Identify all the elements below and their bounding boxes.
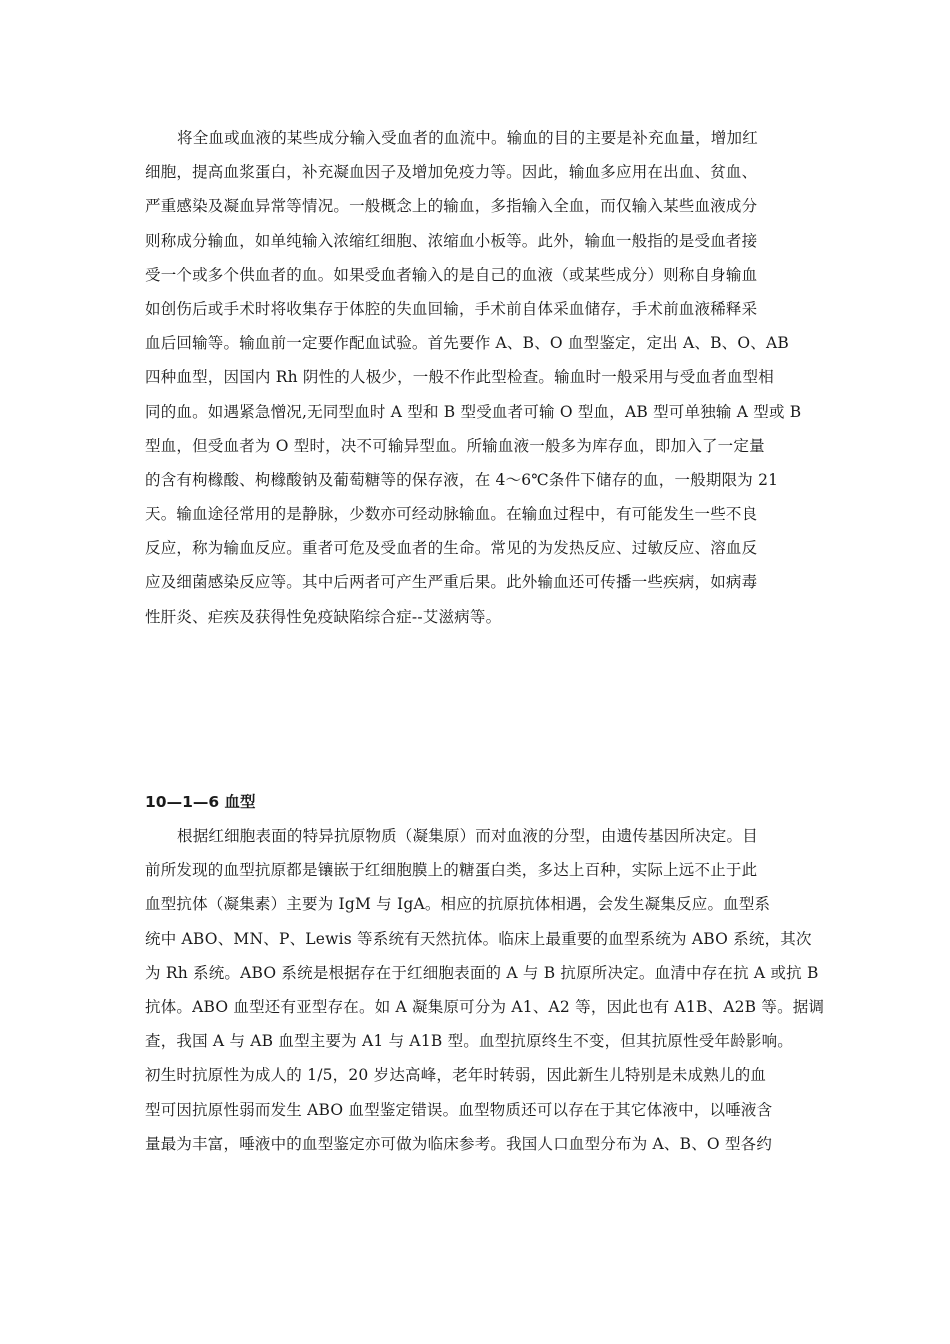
- paragraph-line: 统中 ABO、MN、P、Lewis 等系统有天然抗体。临床上最重要的血型系统为 ABO 系统，其次: [145, 929, 812, 948]
- paragraph-line: 将全血或血液的某些成分输入受血者的血流中。输血的目的主要是补充血量，增加红: [177, 129, 758, 147]
- paragraph-line: 量最为丰富，唾液中的血型鉴定亦可做为临床参考。我国人口血型分布为 A、B、O 型各约: [145, 1134, 773, 1153]
- paragraph-line: 应及细菌感染反应等。其中后两者可产生严重后果。此外输血还可传播一些疾病，如病毒: [145, 573, 758, 592]
- paragraph-line: 根据红细胞表面的特异抗原物质（凝集原）而对血液的分型，由遗传基因所决定。目: [177, 827, 758, 845]
- paragraph-line: 则称成分输血，如单纯输入浓缩红细胞、浓缩血小板等。此外，输血一般指的是受血者接: [145, 231, 758, 250]
- paragraph-line: 血后回输等。输血前一定要作配血试验。首先要作 A、B、O 血型鉴定，定出 A、B、O、AB: [145, 334, 789, 353]
- paragraph-line: 血型抗体（凝集素）主要为 IgM 与 IgA。相应的抗原抗体相遇，会发生凝集反应。血型系: [145, 895, 771, 914]
- paragraph-transfusion: [145, 121, 805, 634]
- section-heading: 10—1—6 血型: [145, 793, 256, 811]
- paragraph-line: 型血，但受血者为 O 型时，决不可输异型血。所输血液一般多为库存血，即加入了一定量: [145, 436, 765, 455]
- paragraph-line: 严重感染及凝血异常等情况。一般概念上的输血，多指输入全血，而仅输入某些血液成分: [145, 197, 758, 216]
- paragraph-line: 抗体。ABO 血型还有亚型存在。如 A 凝集原可分为 A1、A2 等，因此也有 A1B、A2B 等。据调: [145, 997, 825, 1016]
- paragraph-line: 的含有枸橼酸、枸橼酸钠及葡萄糖等的保存液，在 4～6℃条件下储存的血，一般期限为 21: [145, 470, 779, 489]
- paragraph-line: 反应，称为输血反应。重者可危及受血者的生命。常见的为发热反应、过敏反应、溶血反: [145, 539, 758, 558]
- paragraph-line: 四种血型，因国内 Rh 阴性的人极少，一般不作此型检查。输血时一般采用与受血者血型相: [145, 368, 774, 387]
- paragraph-line: 前所发现的血型抗原都是镶嵌于红细胞膜上的糖蛋白类，多达上百种，实际上远不止于此: [145, 861, 758, 880]
- paragraph-line: 为 Rh 系统。ABO 系统是根据存在于红细胞表面的 A 与 B 抗原所决定。血清中存在抗 A 或抗 B: [145, 963, 819, 982]
- paragraph-line: 受一个或多个供血者的血。如果受血者输入的是自己的血液（或某些成分）则称自身输血: [145, 265, 758, 284]
- paragraph-line: 细胞，提高血浆蛋白，补充凝血因子及增加免疫力等。因此，输血多应用在出血、贫血、: [145, 163, 758, 182]
- paragraph-line: 天。输血途径常用的是静脉，少数亦可经动脉输血。在输血过程中，有可能发生一些不良: [145, 505, 758, 524]
- paragraph-line: 查，我国 A 与 AB 血型主要为 A1 与 A1B 型。血型抗原终生不变，但其抗原性受年龄影响。: [145, 1032, 793, 1051]
- paragraph-line: 如创伤后或手术时将收集存于体腔的失血回输，手术前自体采血储存，手术前血液稀释采: [145, 299, 758, 318]
- paragraph-line: 同的血。如遇紧急憎况,无同型血时 A 型和 B 型受血者可输 O 型血，AB 型可单独输 A 型或 B: [145, 402, 802, 421]
- paragraph-blood-type: [145, 819, 825, 1161]
- paragraph-line: 初生时抗原性为成人的 1/5，20 岁达高峰，老年时转弱，因此新生儿特别是未成熟儿的血: [145, 1066, 767, 1085]
- paragraph-line: 性肝炎、疟疾及获得性免疫缺陷综合症--艾滋病等。: [145, 607, 502, 626]
- paragraph-line: 型可因抗原性弱而发生 ABO 血型鉴定错误。血型物质还可以存在于其它体液中，以唾液含: [145, 1100, 773, 1119]
